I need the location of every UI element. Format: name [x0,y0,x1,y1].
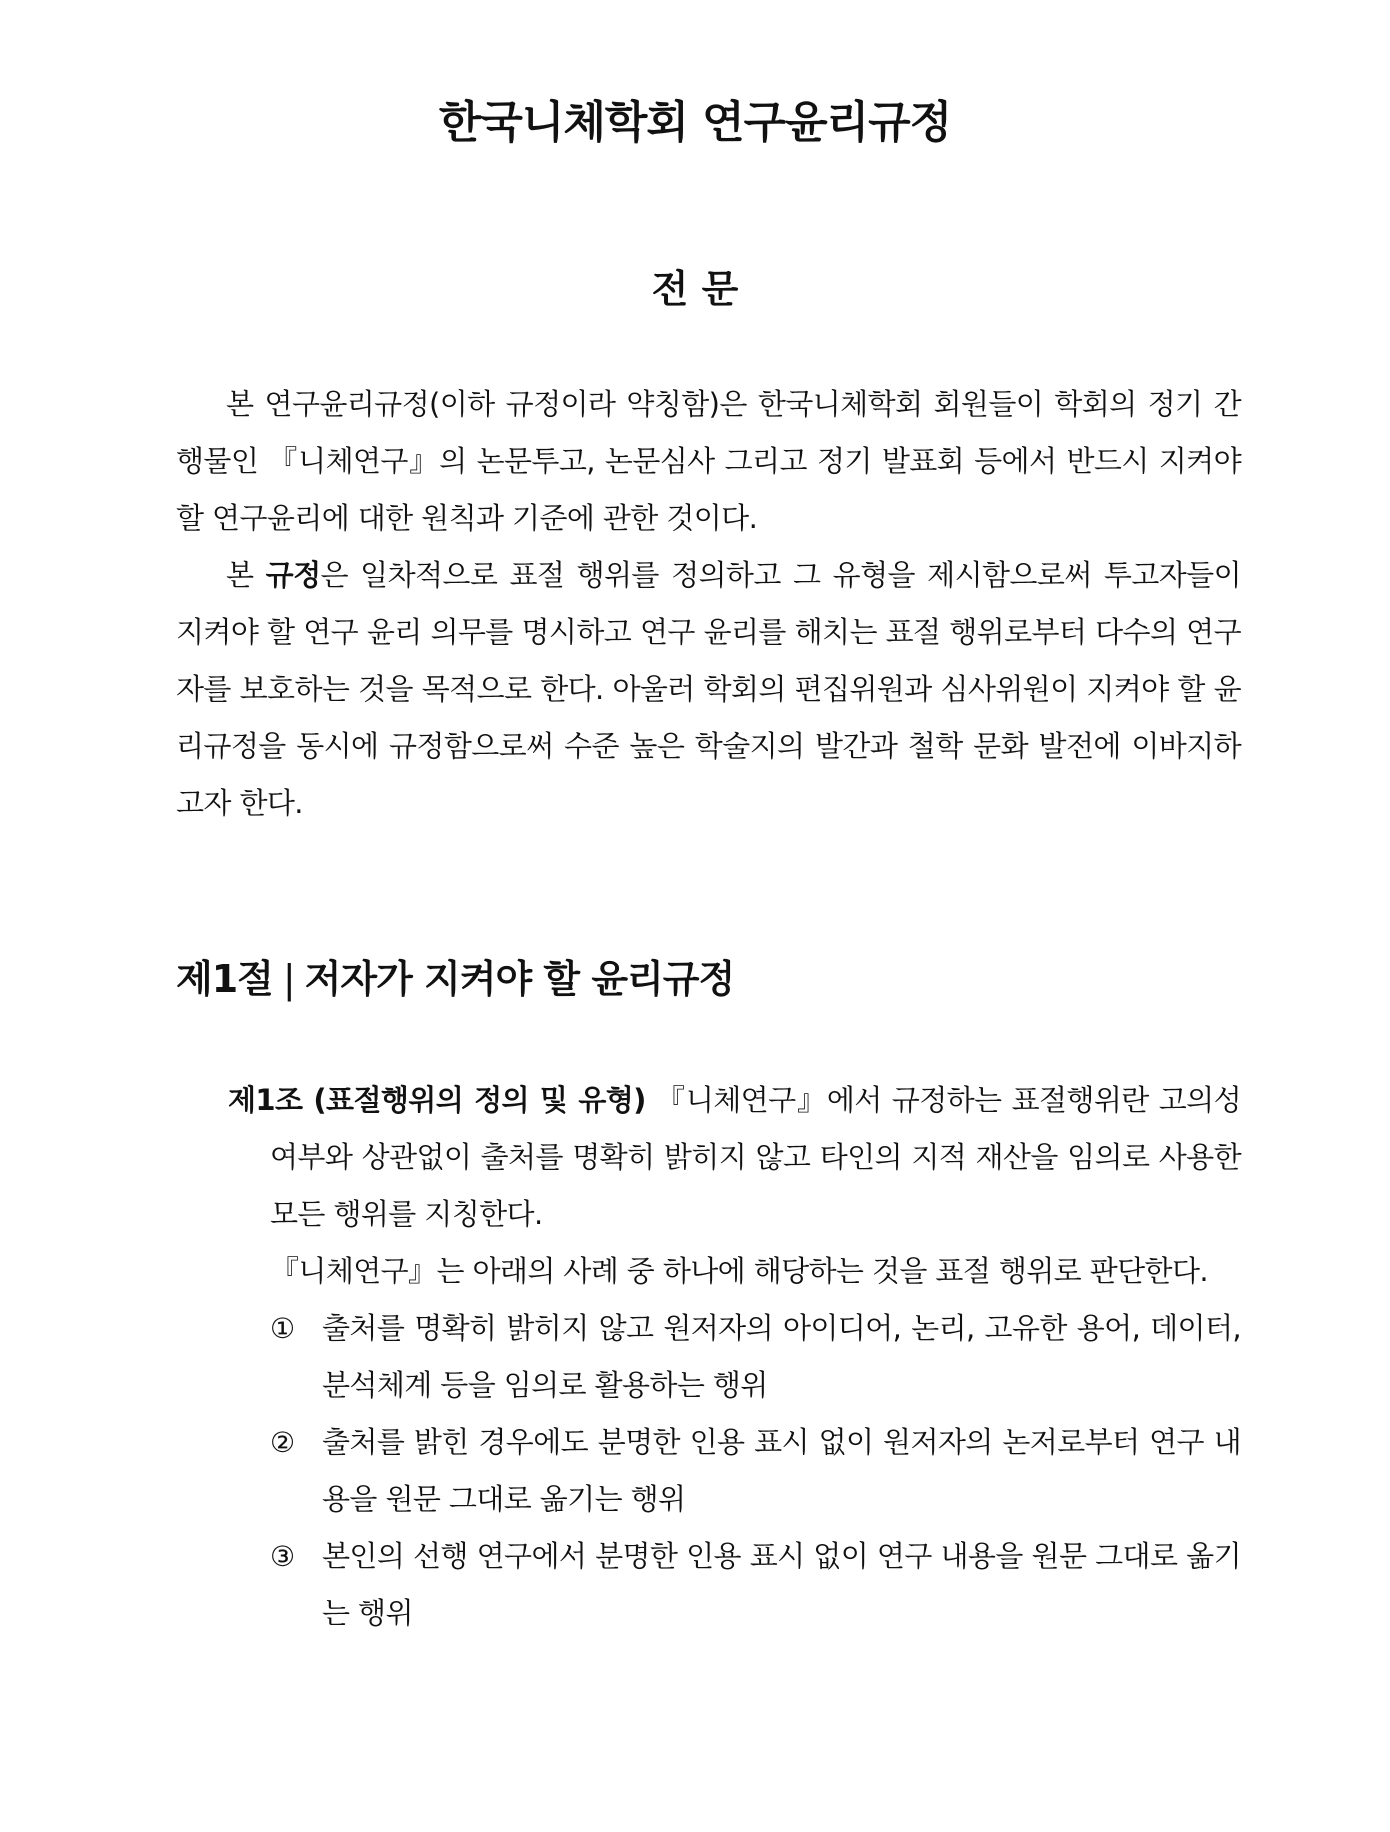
article-1-text: 『니체연구』에서 규정하는 표절행위란 고의성 여부와 상관없이 출처를 명확히 밝히지 않고 타인의 지적 재산을 임의로 사용한 모든 행위를 지칭한다. [270,1083,1242,1231]
section-1-separator: | [282,957,295,1001]
preamble-paragraph-1: 본 연구윤리규정(이하 규정이라 약칭함)은 한국니체학회 회원들이 학회의 정기 간행물인 『니체연구』의 논문투고, 논문심사 그리고 정기 발표회 등에서 반드시 지켜야 할 연구윤리에 대한 원칙과 기준에 관한 것이다. [176,387,1241,535]
article-1-item-list [228,1300,1241,1642]
preamble-heading: 전 문 [651,267,739,311]
item-number: ③ [270,1540,295,1573]
list-item [270,1414,1241,1528]
article-1-lead: 『니체연구』는 아래의 사례 중 하나에 해당하는 것을 표절 행위로 판단한다. [270,1254,1208,1288]
item-text: 출처를 명확히 밝히지 않고 원저자의 아이디어, 논리, 고유한 용어, 데이터, 분석체계 등을 임의로 활용하는 행위 [322,1311,1241,1402]
section-1-number: 제1절 [176,957,273,1001]
preamble-paragraph-2-prefix: 본 [226,558,266,592]
article-1-definition [228,1072,1241,1243]
preamble-paragraph-2-bold: 규정 [265,558,321,592]
preamble-paragraph-2 [176,547,1241,832]
article-1 [228,1072,1241,1642]
list-item [270,1528,1241,1642]
section-1-title: 저자가 지켜야 할 윤리규정 [304,957,735,1001]
item-text: 본인의 선행 연구에서 분명한 인용 표시 없이 연구 내용을 원문 그대로 옮기는 행위 [322,1539,1241,1630]
document-title: 한국니체학회 연구윤리규정 [438,97,952,148]
item-number: ② [270,1426,295,1459]
section-1-heading [176,948,734,1003]
list-item [270,1300,1241,1414]
item-text: 출처를 밝힌 경우에도 분명한 인용 표시 없이 원저자의 논저로부터 연구 내용을 원문 그대로 옮기는 행위 [322,1425,1241,1516]
preamble-body [176,376,1241,832]
item-number: ① [270,1312,295,1345]
article-1-label: 제1조 (표절행위의 정의 및 유형) [228,1083,646,1117]
preamble-paragraph-2-rest: 은 일차적으로 표절 행위를 정의하고 그 유형을 제시함으로써 투고자들이 지켜야 할 연구 윤리 의무를 명시하고 연구 윤리를 해치는 표절 행위로부터 다수의 연구자를 보호하는 것을 목적으로 한다. 아울러 학회의 편집위원과 심사위원이 지켜야 할 윤리규정을 동시에 규정함으로써 수준 높은 학술지의 발간과 철학 문화 발전에 이바지하고자 한다. [176,558,1241,820]
